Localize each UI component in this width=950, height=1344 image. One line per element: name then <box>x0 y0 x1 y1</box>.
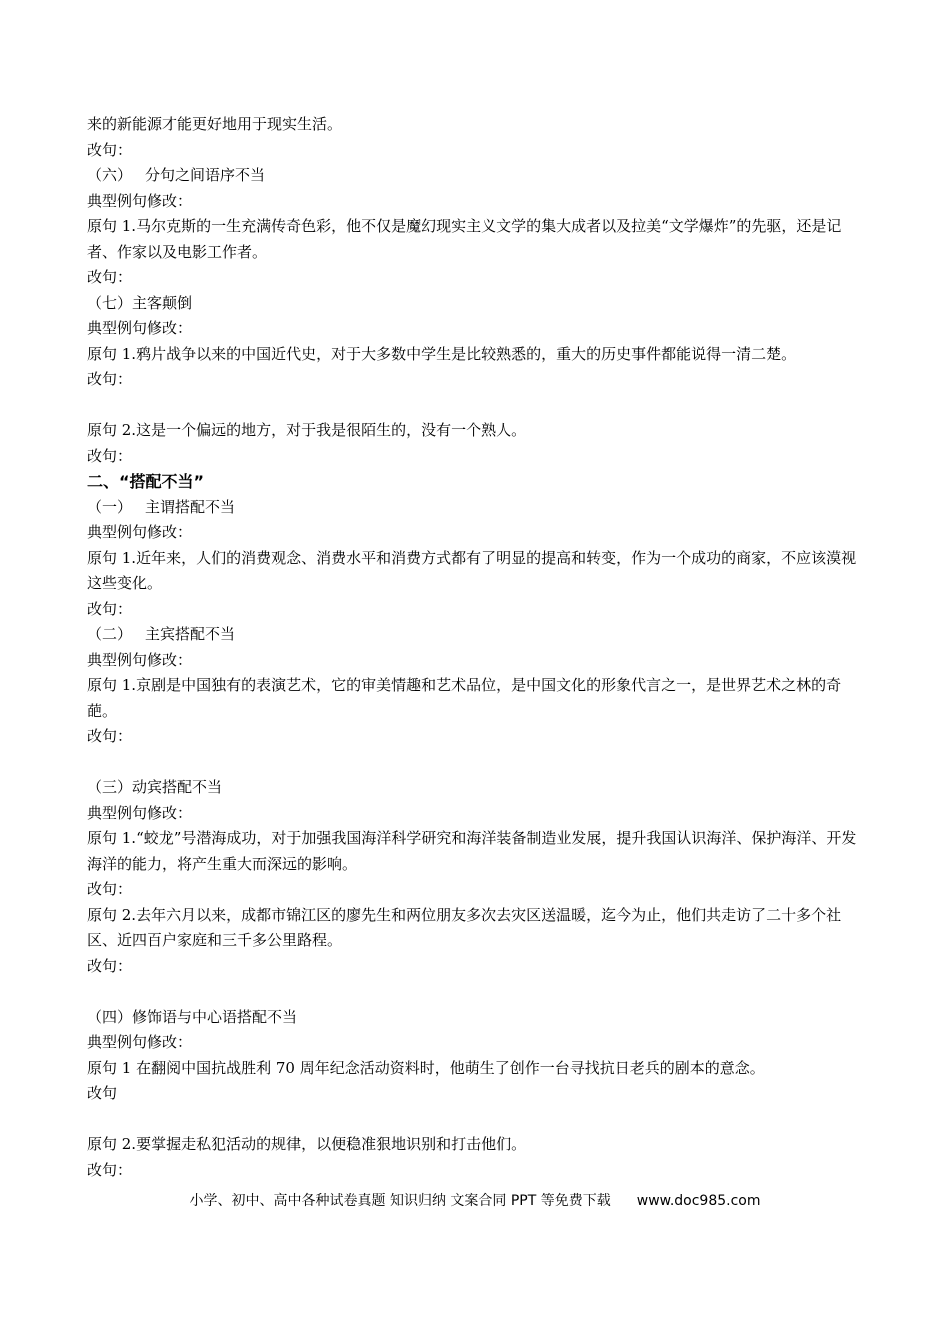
chapter-heading: 二、“搭配不当” <box>87 472 205 491</box>
original-sentence: 原句 1.京剧是中国独有的表演艺术，它的审美情趣和艺术品位，是中国文化的形象代言之一，是世界艺术之林的奇葩。 <box>87 676 842 720</box>
section-title: 主宾搭配不当 <box>145 625 236 643</box>
revised-label: 改句： <box>87 140 133 159</box>
section-heading-7: （七）主客颠倒 <box>87 293 193 312</box>
original-sentence: 原句 2.这是一个偏远的地方，对于我是很陌生的，没有一个熟人。 <box>87 421 527 439</box>
text-line: 来的新能源才能更好地用于现实生活。 <box>87 115 343 133</box>
footer-website-link[interactable]: www.doc985.com <box>636 1193 761 1209</box>
section-heading-2 <box>87 622 867 648</box>
revised-label: 改句： <box>87 268 133 286</box>
blank-line <box>87 1107 867 1133</box>
section-number: （六） <box>87 166 133 184</box>
blank-line <box>87 393 867 419</box>
blank-line <box>87 750 867 776</box>
section-number: （二） <box>87 625 133 643</box>
example-label: 典型例句修改： <box>87 191 193 210</box>
section-title: 主谓搭配不当 <box>145 497 236 516</box>
revised-label: 改句： <box>87 370 133 388</box>
section-heading-6 <box>87 163 867 189</box>
revised-label: 改句： <box>87 599 133 618</box>
original-sentence: 原句 2.要掌握走私犯活动的规律，以便稳准狠地识别和打击他们。 <box>87 1135 527 1153</box>
section-heading-4: （四）修饰语与中心语搭配不当 <box>87 1007 298 1026</box>
revised-label: 改句： <box>87 880 133 898</box>
section-heading-3: （三）动宾搭配不当 <box>87 778 223 796</box>
revised-label: 改句 <box>87 1084 118 1102</box>
document-body <box>87 112 867 1183</box>
original-sentence: 原句 1.“蛟龙”号潜海成功，对于加强我国海洋科学研究和海洋装备制造业发展，提升我国认识海洋、保护海洋、开发海洋的能力，将产生重大而深远的影响。 <box>87 829 857 873</box>
section-number: （一） <box>87 497 133 516</box>
revised-label: 改句： <box>87 446 133 465</box>
revised-label: 改句： <box>87 727 133 745</box>
footer-text: 小学、初中、高中各种试卷真题 知识归纳 文案合同 PPT 等免费下载 <box>189 1193 611 1209</box>
original-sentence: 原句 1 在翻阅中国抗战胜利 70 周年纪念活动资料时，他萌生了创作一台寻找抗日老兵的剧本的意念。 <box>87 1058 765 1077</box>
original-sentence: 原句 1.近年来，人们的消费观念、消费水平和消费方式都有了明显的提高和转变，作为一个成功的商家，不应该漠视这些变化。 <box>87 548 857 592</box>
revised-label: 改句： <box>87 1160 133 1179</box>
section-heading-1 <box>87 495 867 521</box>
example-label: 典型例句修改： <box>87 1033 193 1051</box>
section-title: 分句之间语序不当 <box>145 166 266 184</box>
original-sentence: 原句 1.马尔克斯的一生充满传奇色彩，他不仅是魔幻现实主义文学的集大成者以及拉美“文学爆炸”的先驱，还是记者、作家以及电影工作者。 <box>87 217 842 261</box>
example-label: 典型例句修改： <box>87 803 193 822</box>
original-sentence: 原句 2.去年六月以来，成都市锦江区的廖先生和两位朋友多次去灾区送温暖，迄今为止，他们共走访了二十多个社区、近四百户家庭和三千多公里路程。 <box>87 905 842 949</box>
example-label: 典型例句修改： <box>87 319 193 337</box>
example-label: 典型例句修改： <box>87 523 193 541</box>
revised-label: 改句： <box>87 956 133 975</box>
blank-line <box>87 979 867 1005</box>
original-sentence: 原句 1.鸦片战争以来的中国近代史，对于大多数中学生是比较熟悉的，重大的历史事件都能说得一清二楚。 <box>87 344 797 363</box>
example-label: 典型例句修改： <box>87 650 193 669</box>
page-footer <box>0 1190 950 1210</box>
